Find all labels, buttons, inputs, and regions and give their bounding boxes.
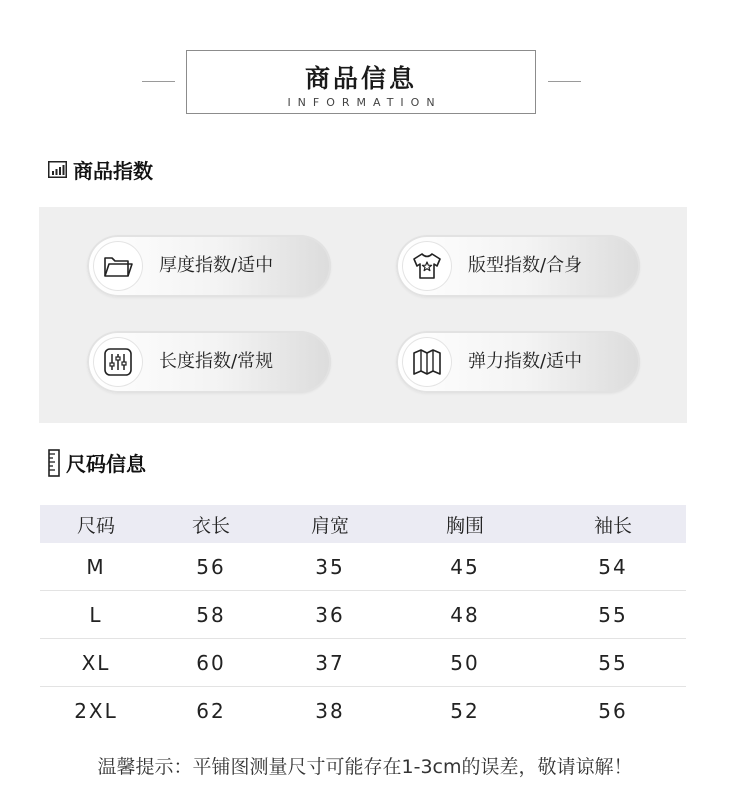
index-pill-elasticity [396, 331, 640, 393]
column-header: 胸围 [390, 505, 540, 543]
header-title-box [186, 50, 536, 114]
index-pill-length [87, 331, 331, 393]
column-header: 衣长 [152, 505, 270, 543]
index-label-fit: 版型指数/合身 [468, 255, 583, 276]
index-section-title [48, 155, 153, 184]
table-row [40, 687, 686, 735]
table-cell: XL [40, 639, 152, 687]
table-cell: 2XL [74, 698, 118, 723]
column-header: 尺码 [40, 505, 152, 543]
tshirt-icon [403, 242, 451, 290]
table-cell: 45 [390, 543, 540, 591]
ruler-icon [48, 449, 60, 477]
fold-map-icon [403, 338, 451, 386]
column-header: 袖长 [540, 505, 686, 543]
table-cell: 35 [270, 543, 390, 591]
table-cell: 60 [152, 639, 270, 687]
bar-chart-icon [48, 161, 67, 178]
size-section-label: 尺码信息 [66, 452, 146, 476]
measurement-note: 温馨提示：平铺图测量尺寸可能存在1-3cm的误差，敬请谅解！ [97, 756, 633, 778]
size-section-title [48, 448, 146, 477]
header-divider-right [548, 81, 581, 82]
table-cell: 54 [540, 543, 686, 591]
index-section-label: 商品指数 [73, 159, 153, 183]
table-row [40, 639, 686, 687]
folder-icon [94, 242, 142, 290]
index-label-length: 长度指数/常规 [159, 351, 274, 372]
index-pill-thickness [87, 235, 331, 297]
table-cell: M [40, 543, 152, 591]
table-cell: 55 [540, 639, 686, 687]
table-cell: L [40, 591, 152, 639]
header-subtitle: INFORMATION [287, 96, 442, 109]
index-label-thickness: 厚度指数/适中 [159, 255, 274, 276]
header-title: 商品信息 [304, 64, 417, 93]
index-label-elasticity: 弹力指数/适中 [468, 351, 583, 372]
table-header-row [40, 505, 686, 543]
table-row [40, 543, 686, 591]
table-cell: 58 [152, 591, 270, 639]
table-cell: 55 [540, 591, 686, 639]
table-cell: 38 [315, 698, 345, 723]
table-cell: 56 [152, 543, 270, 591]
table-cell: 36 [270, 591, 390, 639]
table-row [40, 591, 686, 639]
table-cell: 50 [390, 639, 540, 687]
table-cell: 56 [598, 698, 628, 723]
header-divider-left [142, 81, 175, 82]
table-cell: 62 [196, 698, 226, 723]
sliders-icon [94, 338, 142, 386]
table-cell: 48 [390, 591, 540, 639]
size-table [40, 505, 686, 734]
table-cell: 52 [450, 698, 480, 723]
column-header: 肩宽 [270, 505, 390, 543]
table-cell: 37 [270, 639, 390, 687]
index-panel [39, 207, 687, 423]
index-pill-fit [396, 235, 640, 297]
